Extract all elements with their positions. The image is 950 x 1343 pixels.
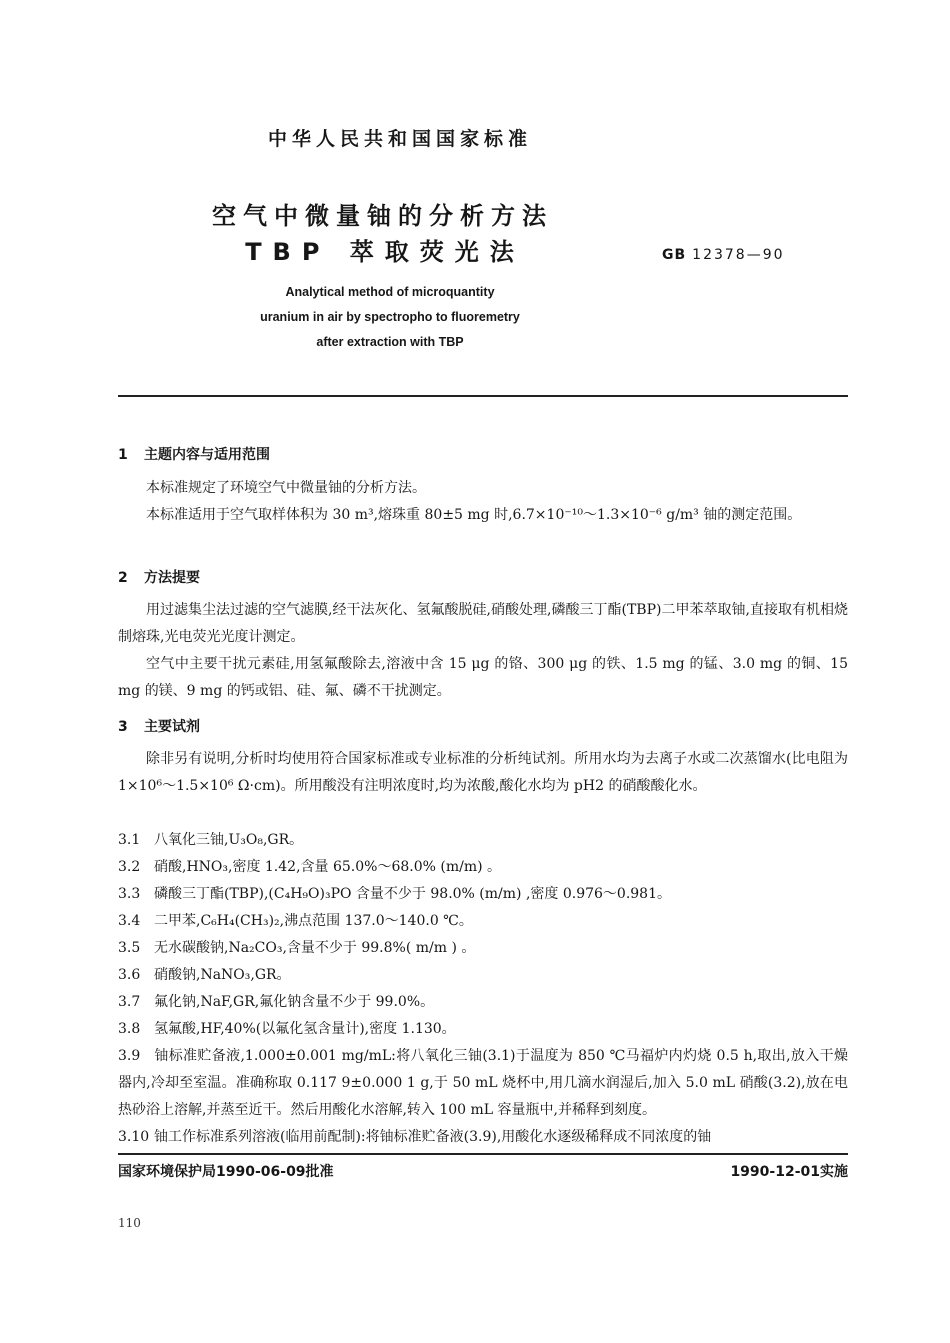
section-1-title: 主题内容与适用范围 <box>144 447 270 463</box>
reagent-item <box>118 935 848 962</box>
reagent-item <box>118 1016 848 1043</box>
section-3-number: 3 <box>118 719 128 735</box>
section-3-intro <box>118 746 848 800</box>
reagent-text: 铀标准贮备液,1.000±0.001 mg/mL:将八氧化三铀(3.1)于温度为 850 ℃马福炉内灼烧 0.5 h,取出,放入干燥器内,冷却至室温。准确称取 0.117 9±0.000 1 g,于 50 mL 烧杯中,用几滴水润湿后,加入 5.0 mL 硝酸(3.2),放在电热砂浴上溶解,并蒸至近干。然后用酸化水溶解,转入 100 mL 容量瓶中,并稀释到刻度。 <box>118 1048 848 1118</box>
reagent-item <box>118 881 848 908</box>
reagent-number: 3.10 <box>118 1129 150 1145</box>
title-line1: 空气中微量铀的分析方法 <box>212 202 553 230</box>
reagent-number: 3.1 <box>118 832 141 848</box>
reagent-item <box>118 908 848 935</box>
section-2-title: 方法提要 <box>144 570 200 586</box>
reagent-item <box>118 962 848 989</box>
reagent-item <box>118 1043 848 1124</box>
reagent-text: 无水碳酸钠,Na₂CO₃,含量不少于 99.8%( m/m ) 。 <box>154 940 476 956</box>
section-2-paragraph-2: 空气中主要干扰元素硅,用氢氟酸除去,溶液中含 15 μg 的铬、300 μg 的铁、1.5 mg 的锰、3.0 mg 的铜、15 mg 的镁、9 mg 的钙或铝、硅、氟、磷不干扰测定。 <box>118 656 848 699</box>
reagent-number: 3.9 <box>118 1048 141 1064</box>
reagent-item <box>118 989 848 1016</box>
implementation-date: 1990-12-01实施 <box>730 1164 848 1180</box>
gb-number <box>662 247 785 263</box>
reagent-item <box>118 854 848 881</box>
section-2-paragraph-1: 用过滤集尘法过滤的空气滤膜,经干法灰化、氢氟酸脱硅,硝酸处理,磷酸三丁酯(TBP)二甲苯萃取铀,直接取有机相烧制熔珠,光电荧光光度计测定。 <box>118 602 848 645</box>
reagent-text: 硝酸钠,NaNO₃,GR。 <box>154 967 291 983</box>
reagent-text: 八氧化三铀,U₃O₈,GR。 <box>154 832 304 848</box>
section-1-paragraph-2: 本标准适用于空气取样体积为 30 m³,熔珠重 80±5 mg 时,6.7×10⁻¹⁰～1.3×10⁻⁶ g/m³ 铀的测定范围。 <box>146 507 802 523</box>
section-2-body <box>118 597 848 705</box>
section-1-number: 1 <box>118 447 128 463</box>
reagent-text: 磷酸三丁酯(TBP),(C₄H₉O)₃PO 含量不少于 98.0% (m/m) ,密度 0.976～0.981。 <box>154 886 672 902</box>
reagent-text: 氟化钠,NaF,GR,氟化钠含量不少于 99.0%。 <box>154 994 435 1010</box>
section-3-title: 主要试剂 <box>144 719 200 735</box>
header-divider <box>118 395 848 397</box>
section-3-paragraph-intro: 除非另有说明,分析时均使用符合国家标准或专业标准的分析纯试剂。所用水均为去离子水或二次蒸馏水(比电阻为 1×10⁶～1.5×10⁶ Ω·cm)。所用酸没有注明浓度时,均为浓酸,酸化水均为 pH2 的硝酸酸化水。 <box>118 751 848 794</box>
english-title-line2: uranium in air by spectropho to fluoremetry <box>260 310 520 324</box>
page-number: 110 <box>118 1216 141 1230</box>
english-title-line1: Analytical method of microquantity <box>285 285 495 299</box>
reagent-number: 3.5 <box>118 940 141 956</box>
section-3-heading <box>118 716 200 736</box>
gb-code: 12378—90 <box>692 247 785 263</box>
title-line2: TBP 萃取荧光法 <box>245 238 525 266</box>
approval-line: 国家环境保护局1990-06-09批准 <box>118 1164 334 1180</box>
gb-prefix: GB <box>662 247 687 263</box>
standard-type: 中华人民共和国国家标准 <box>267 128 532 150</box>
reagent-number: 3.2 <box>118 859 141 875</box>
english-title-line3: after extraction with TBP <box>316 335 464 349</box>
reagent-number: 3.6 <box>118 967 141 983</box>
section-2-heading <box>118 567 200 587</box>
section-2-number: 2 <box>118 570 128 586</box>
reagent-text: 氢氟酸,HF,40%(以氟化氢含量计),密度 1.130。 <box>154 1021 456 1037</box>
reagent-number: 3.7 <box>118 994 141 1010</box>
section-1-body <box>118 475 848 529</box>
section-1-paragraph-1: 本标准规定了环境空气中微量铀的分析方法。 <box>146 480 426 496</box>
reagent-text: 二甲苯,C₆H₄(CH₃)₂,沸点范围 137.0～140.0 ℃。 <box>154 913 473 929</box>
reagent-item <box>118 1124 848 1151</box>
footer-divider <box>118 1153 848 1155</box>
reagent-number: 3.3 <box>118 886 141 902</box>
reagent-text: 铀工作标准系列溶液(临用前配制):将铀标准贮备液(3.9),用酸化水逐级稀释成不同浓度的铀 <box>154 1129 712 1145</box>
reagent-text: 硝酸,HNO₃,密度 1.42,含量 65.0%～68.0% (m/m) 。 <box>154 859 502 875</box>
reagent-number: 3.4 <box>118 913 141 929</box>
section-1-heading <box>118 444 270 464</box>
reagent-number: 3.8 <box>118 1021 141 1037</box>
reagent-item <box>118 827 848 854</box>
